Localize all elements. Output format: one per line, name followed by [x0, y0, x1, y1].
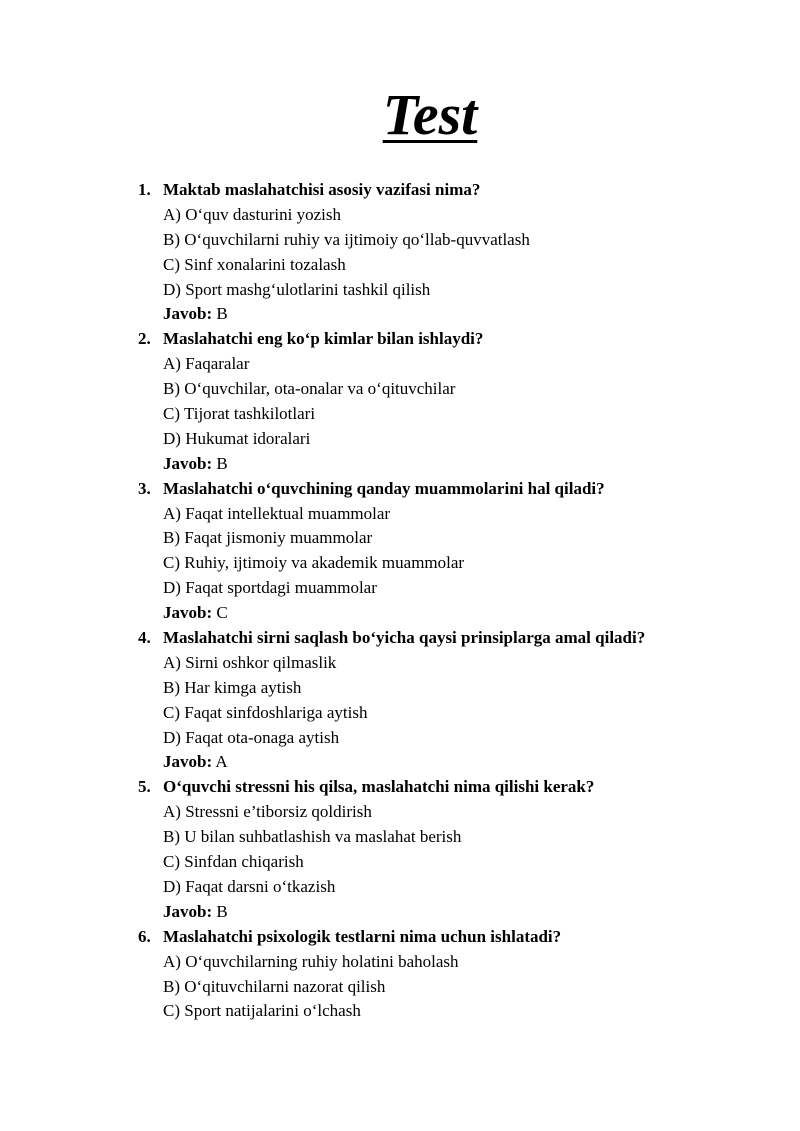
question-text: Maslahatchi o‘quvchining qanday muammolarini hal qiladi? [163, 478, 605, 498]
question-text: Maktab maslahatchisi asosiy vazifasi nima? [163, 180, 481, 199]
answer-value: B [212, 901, 228, 921]
answer-value: B [212, 304, 228, 324]
answer-option: C) Tijorat tashkilotlari [163, 404, 316, 424]
answer-label: Javob: [163, 304, 213, 324]
question-item [0, 925, 800, 1025]
answer-option: A) Sirni oshkor qilmaslik [163, 652, 337, 672]
answer-line [0, 601, 800, 626]
answer-label: Javob: [163, 453, 213, 473]
answer-option: B) U bilan suhbatlashish va maslahat berish [163, 827, 462, 847]
answer-value: B [212, 453, 228, 473]
answer-value: C [212, 603, 228, 623]
answer-label: Javob: [163, 752, 213, 772]
question-item [0, 775, 800, 924]
answer-line [0, 750, 800, 775]
question-heading [0, 178, 800, 203]
answer-option: C) Sinf xonalarini tozalash [163, 254, 346, 274]
question-item [0, 626, 800, 775]
question-number: 6. [138, 926, 151, 946]
question-heading [0, 327, 800, 352]
question-list [0, 178, 800, 1024]
question-number: 3. [138, 478, 151, 498]
question-text: Maslahatchi eng ko‘p kimlar bilan ishlaydi? [163, 329, 484, 349]
question-number: 1. [138, 180, 151, 199]
answer-option: A) O‘quvchilarning ruhiy holatini baholash [163, 951, 459, 971]
question-text: Maslahatchi sirni saqlash bo‘yicha qaysi prinsiplarga amal qiladi? [163, 628, 646, 648]
question-number: 5. [138, 777, 151, 797]
answer-option: B) O‘quvchilar, ota-onalar va o‘qituvchilar [163, 379, 456, 399]
answer-option: C) Sinfdan chiqarish [163, 852, 304, 872]
answer-option: B) O‘quvchilarni ruhiy va ijtimoiy qo‘llab-quvvatlash [163, 229, 530, 249]
answer-line [0, 302, 800, 327]
answer-label: Javob: [163, 901, 213, 921]
answer-option: D) Faqat sportdagi muammolar [163, 578, 377, 598]
answer-option: D) Faqat ota-onaga aytish [163, 727, 340, 747]
answer-option: B) Har kimga aytish [163, 677, 302, 697]
question-item [0, 477, 800, 626]
answer-line [0, 900, 800, 925]
page-title: Test [382, 82, 478, 147]
answer-option: D) Hukumat idoralari [163, 428, 311, 448]
question-number: 2. [138, 329, 151, 349]
answer-option: A) Stressni e’tiborsiz qoldirish [163, 802, 372, 822]
answer-option: A) Faqat intellektual muammolar [163, 503, 391, 523]
question-text: O‘quvchi stressni his qilsa, maslahatchi nima qilishi kerak? [163, 777, 595, 797]
question-item [0, 178, 800, 327]
answer-option: B) Faqat jismoniy muammolar [163, 528, 373, 548]
question-heading [0, 775, 800, 800]
answer-option: A) Faqaralar [163, 354, 250, 374]
answer-value: A [212, 752, 228, 772]
answer-option: D) Faqat darsni o‘tkazish [163, 876, 336, 896]
question-item [0, 327, 800, 476]
answer-option: A) O‘quv dasturini yozish [163, 204, 342, 224]
answer-option: C) Faqat sinfdoshlariga aytish [163, 702, 368, 722]
answer-option: D) Sport mashg‘ulotlarini tashkil qilish [163, 279, 431, 299]
question-number: 4. [138, 628, 151, 648]
question-heading [0, 626, 800, 651]
answer-label: Javob: [163, 603, 213, 623]
answer-option: C) Sport natijalarini o‘lchash [163, 1001, 361, 1021]
question-heading [0, 477, 800, 502]
answer-option: C) Ruhiy, ijtimoiy va akademik muammolar [163, 553, 465, 573]
question-heading [0, 925, 800, 950]
question-text: Maslahatchi psixologik testlarni nima uchun ishlatadi? [163, 926, 562, 946]
answer-option: B) O‘qituvchilarni nazorat qilish [163, 976, 386, 996]
answer-line [0, 452, 800, 477]
